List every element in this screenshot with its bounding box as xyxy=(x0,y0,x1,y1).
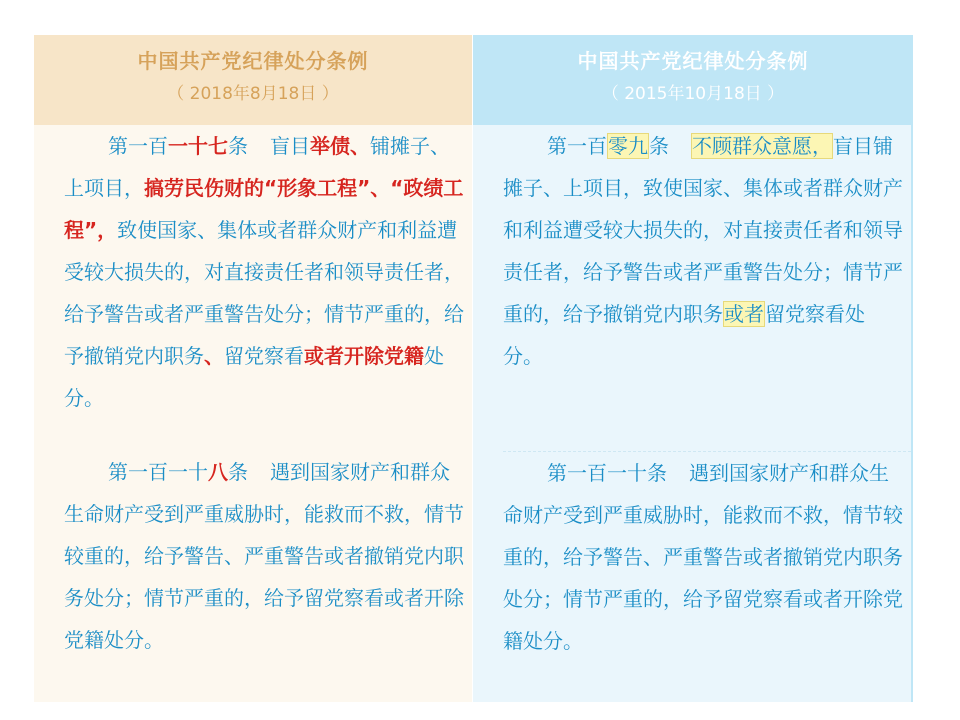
right-date: （ 2015年10月18日 ） xyxy=(601,84,785,104)
text: 第一百 xyxy=(108,134,168,158)
changed-text: 、 xyxy=(350,134,370,158)
text: 留党察看处分。 xyxy=(503,302,865,368)
text: 条 xyxy=(649,134,669,158)
text: 处分。 xyxy=(64,344,444,410)
text: 铺摊子、上项目， xyxy=(64,134,450,200)
text: 遇到国家财产和群众生命财产受到严重威胁时，能救而不救，情节较重的，给予警告、严重警告或者撤销党内职务处分；情节严重的，给予留党察看或者开除党籍处分。 xyxy=(64,460,464,652)
text: 条 xyxy=(228,134,248,158)
changed-text: 举债 xyxy=(310,134,350,158)
left-article-118 xyxy=(64,451,472,661)
right-header xyxy=(473,35,913,125)
text: 盲目铺摊子、上项目，致使国家、集体或者群众财产和利益遭受较大损失的，对直接责任者和领导责任者，给予警告或者严重警告处分；情节严重的，给予撤销党内职务 xyxy=(503,134,903,326)
highlighted-text: 零九 xyxy=(608,134,648,158)
text: 第一百 xyxy=(547,134,607,158)
text: 条 xyxy=(228,460,248,484)
changed-text: 八 xyxy=(208,460,228,484)
left-article-117 xyxy=(64,125,472,451)
changed-text: 一十七 xyxy=(168,134,228,158)
right-body xyxy=(473,125,913,702)
highlighted-text: 不顾群众意愿， xyxy=(692,134,832,158)
left-column-2018 xyxy=(34,35,472,702)
text: 第一百一十条 xyxy=(547,461,667,485)
left-title: 中国共产党纪律处分条例 xyxy=(137,49,369,73)
changed-text: 、 xyxy=(204,344,224,368)
text: 第一百一十 xyxy=(108,460,208,484)
right-article-109 xyxy=(503,125,911,452)
left-body xyxy=(34,125,472,702)
left-header xyxy=(34,35,472,125)
right-title: 中国共产党纪律处分条例 xyxy=(577,49,809,73)
text: 留党察看 xyxy=(224,344,304,368)
changed-text: 搞劳民伤财的“形象工程”、“政绩工程”， xyxy=(64,176,464,242)
right-article-110 xyxy=(503,452,911,662)
text: 遇到国家财产和群众生命财产受到严重威胁时，能救而不救，情节较重的，给予警告、严重警告或者撤销党内职务处分；情节严重的，给予留党察看或者开除党籍处分。 xyxy=(503,461,903,653)
text: 盲目 xyxy=(270,134,310,158)
changed-text: 或者开除党籍 xyxy=(304,344,424,368)
right-column-2015 xyxy=(473,35,913,702)
highlighted-text: 或者 xyxy=(724,302,764,326)
left-date: （ 2018年8月18日 ） xyxy=(167,84,339,104)
text: 致使国家、集体或者群众财产和利益遭受较大损失的，对直接责任者和领导责任者，给予警告或者严重警告处分；情节严重的，给予撤销党内职务 xyxy=(64,218,464,368)
